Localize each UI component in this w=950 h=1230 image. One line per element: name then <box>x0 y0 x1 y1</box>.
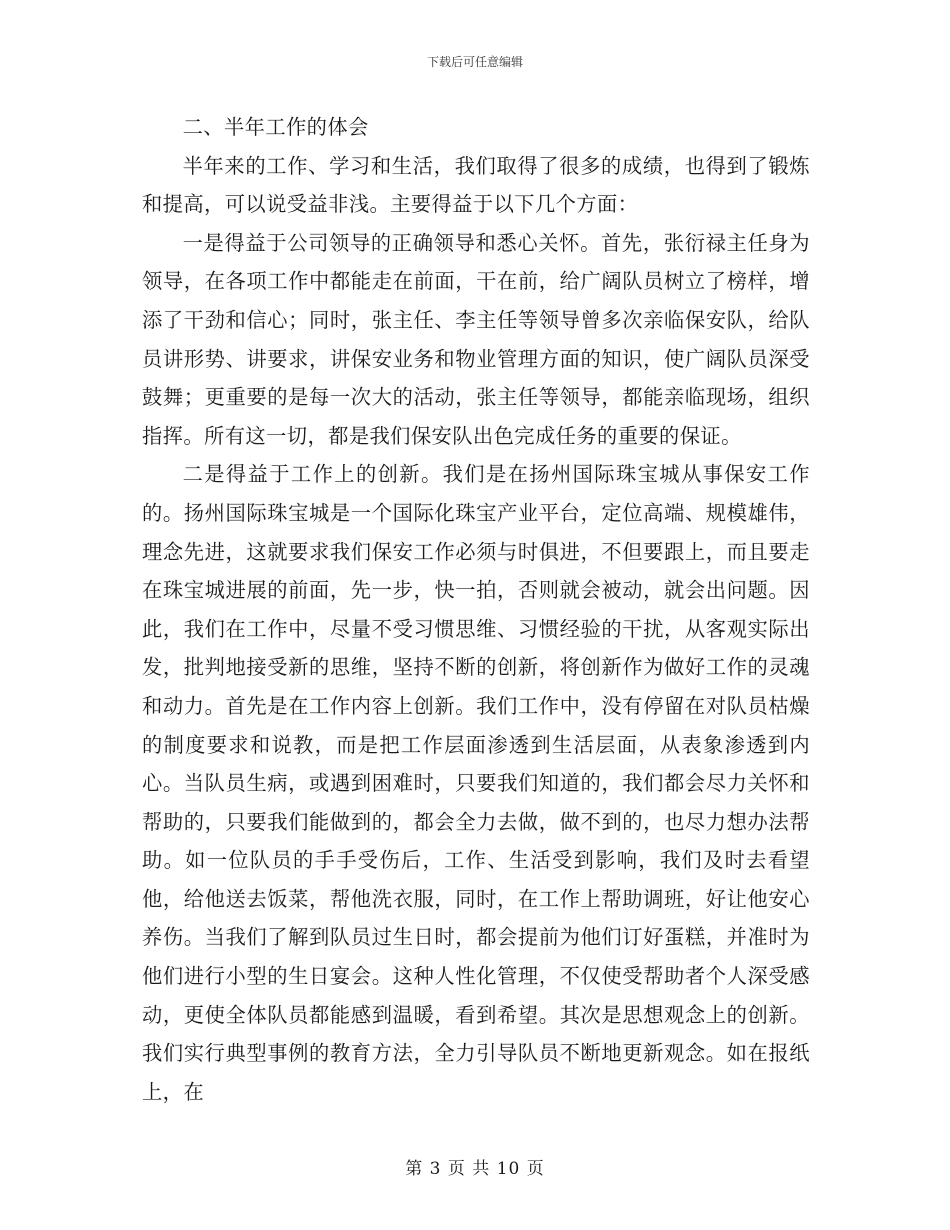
page-header-note: 下载后可任意编辑 <box>426 55 523 69</box>
paragraph-innovation: 二是得益于工作上的创新。我们是在扬州国际珠宝城从事保安工作的。扬州国际珠宝城是一个国际化珠宝产业平台，定位高端、规模雄伟，理念先进，这就要求我们保安工作必须与时俱进，不但要跟上，而且要走在珠宝城进展的前面，先一步，快一拍，否则就会被动，就会出问题。因此，我们在工作中，尽量不受习惯思维、习惯经验的干扰，从客观实际出发，批判地接受新的思维，坚持不断的创新，将创新作为做好工作的灵魂和动力。首先是在工作内容上创新。我们工作中，没有停留在对队员枯燥的制度要求和说教，而是把工作层面渗透到生活层面，从表象渗透到内心。当队员生病，或遇到困难时，只要我们知道的，我们都会尽力关怀和帮助的，只要我们能做到的，都会全力去做，做不到的，也尽力想办法帮助。如一位队员的手手受伤后，工作、生活受到影响，我们及时去看望他，给他送去饭菜，帮他洗衣服，同时，在工作上帮助调班，好让他安心养伤。当我们了解到队员过生日时，都会提前为他们订好蛋糕，并准时为他们进行小型的生日宴会。这种人性化管理，不仅使受帮助者个人深受感动，更使全体队员都能感到温暖，看到希望。其次是思想观念上的创新。我们实行典型事例的教育方法，全力引导队员不断地更新观念。如在报纸上，在 <box>142 462 810 1104</box>
page-number-footer: 第 3 页 共 10 页 <box>405 1159 545 1179</box>
section-heading: 二、半年工作的体会 <box>182 115 369 139</box>
document-body <box>142 108 810 1111</box>
paragraph-leadership: 一是得益于公司领导的正确领导和悉心关怀。首先，张衍禄主任身为领导，在各项工作中都能走在前面，干在前，给广阔队员树立了榜样，增添了干劲和信心；同时，张主任、李主任等领导曾多次亲临保安队，给队员讲形势、讲要求，讲保安业务和物业管理方面的知识，使广阔队员深受鼓舞；更重要的是每一次大的活动，张主任等领导，都能亲临现场，组织指挥。所有这一切，都是我们保安队出色完成任务的重要的保证。 <box>142 230 810 448</box>
paragraph-intro: 半年来的工作、学习和生活，我们取得了很多的成绩，也得到了锻炼和提高，可以说受益非浅。主要得益于以下几个方面： <box>142 153 810 217</box>
